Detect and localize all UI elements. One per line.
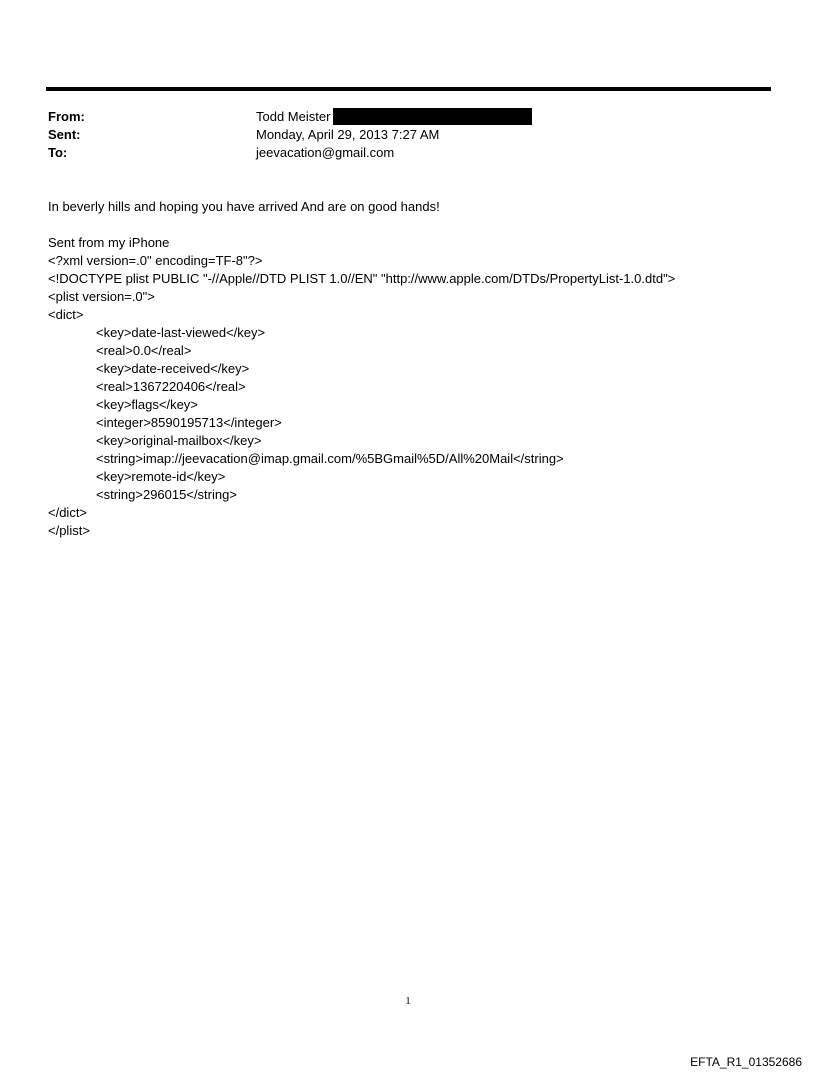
bates-number: EFTA_R1_01352686 (690, 1055, 802, 1069)
from-value (256, 108, 330, 126)
xml-line: <?xml version=.0" encoding=TF-8"?> (48, 253, 263, 268)
xml-line: </dict> (48, 505, 88, 520)
xml-line: <key>date-received</key> (96, 361, 250, 376)
xml-line: <integer>8590195713</integer> (96, 415, 282, 430)
header-rule (46, 87, 771, 91)
xml-line: <key>date-last-viewed</key> (96, 325, 266, 340)
xml-line: <key>flags</key> (96, 397, 198, 412)
sent-value: Monday, April 29, 2013 7:27 AM (256, 127, 440, 142)
xml-line: <string>imap://jeevacation@imap.gmail.com/%5BGmail%5D/All%20Mail</string> (96, 451, 564, 466)
xml-line: <real>1367220406</real> (96, 379, 246, 394)
sent-label: Sent: (48, 127, 81, 142)
xml-line: <!DOCTYPE plist PUBLIC "-//Apple//DTD PLIST 1.0//EN" "http://www.apple.com/DTDs/PropertyList-1.0.dtd"> (48, 271, 676, 286)
redaction-box (333, 108, 532, 125)
message-text: In beverly hills and hoping you have arrived And are on good hands! (48, 199, 440, 214)
xml-line: <key>original-mailbox</key> (96, 433, 262, 448)
xml-line: <key>remote-id</key> (96, 469, 226, 484)
from-label: From: (48, 109, 85, 124)
from-name: Todd Meister (256, 109, 331, 124)
to-value: jeevacation@gmail.com (256, 145, 395, 160)
xml-line: </plist> (48, 523, 90, 538)
xml-line: <dict> (48, 307, 84, 322)
xml-line: <string>296015</string> (96, 487, 237, 502)
signature-text: Sent from my iPhone (48, 235, 170, 250)
xml-line: <real>0.0</real> (96, 343, 192, 358)
xml-line: <plist version=.0"> (48, 289, 155, 304)
to-label: To: (48, 145, 68, 160)
page-number: 1 (405, 995, 411, 1007)
